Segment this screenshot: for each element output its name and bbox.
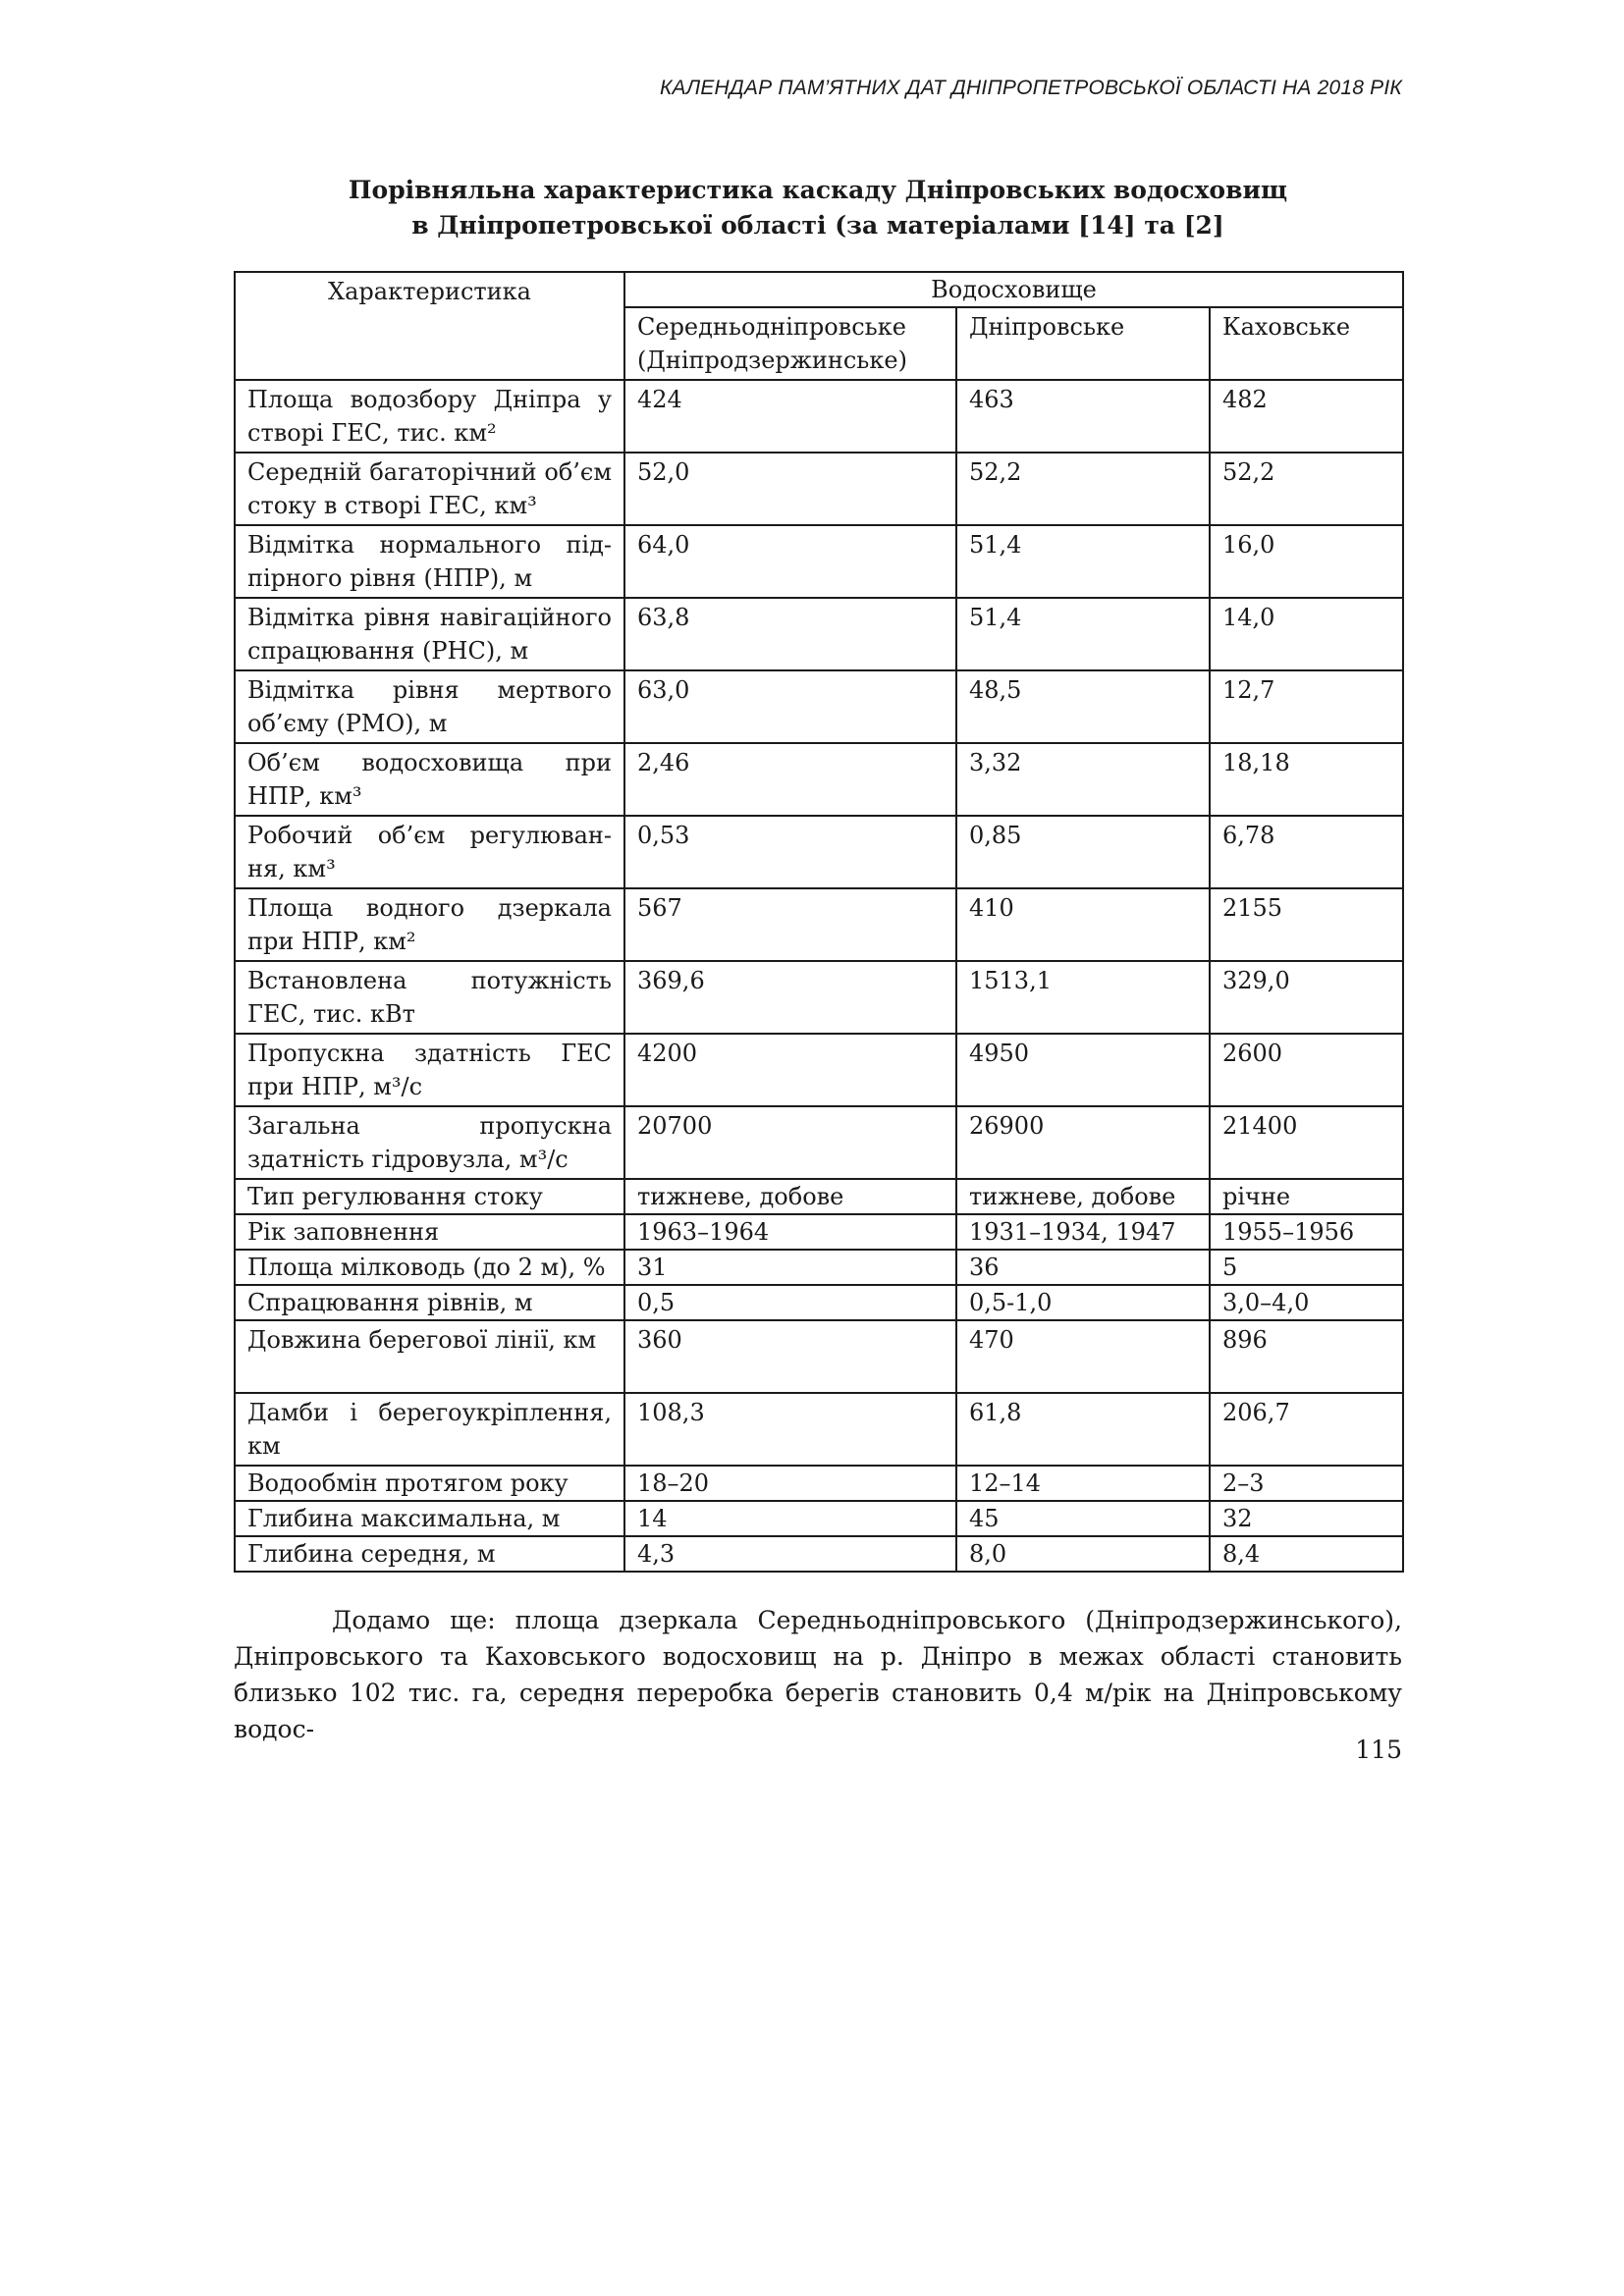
- row-value-cell: 470: [956, 1320, 1210, 1393]
- row-value-cell: 0,5-1,0: [956, 1285, 1210, 1320]
- row-value-cell: 4200: [624, 1034, 956, 1106]
- table-row: [235, 1106, 1403, 1179]
- row-value-cell: 206,7: [1210, 1393, 1403, 1466]
- table-row: [235, 961, 1403, 1034]
- row-value-cell: 48,5: [956, 670, 1210, 743]
- row-value-cell: 45: [956, 1501, 1210, 1536]
- row-value-cell: 0,53: [624, 816, 956, 888]
- table-row: [235, 1034, 1403, 1106]
- row-characteristic-cell: Пропускна здатність ГЕС при НПР, м³/с: [235, 1034, 624, 1106]
- row-value-cell: 424: [624, 380, 956, 453]
- reservoir-comparison-table: [234, 271, 1404, 1573]
- row-value-cell: 482: [1210, 380, 1403, 453]
- row-characteristic-cell: Середній багаторічний об’єм стоку в створі ГЕС, км³: [235, 453, 624, 525]
- table-row: [235, 453, 1403, 525]
- header-reservoir-group: Водосховище: [624, 272, 1403, 307]
- table-title-line-2: в Дніпропетровської області (за матеріалами [14] та [2]: [411, 211, 1224, 240]
- row-value-cell: 1955–1956: [1210, 1214, 1403, 1250]
- table-row: [235, 1250, 1403, 1285]
- table-row: [235, 380, 1403, 453]
- row-value-cell: 4950: [956, 1034, 1210, 1106]
- row-value-cell: 31: [624, 1250, 956, 1285]
- row-characteristic-cell: Дамби і берегоукріплення, км: [235, 1393, 624, 1466]
- row-characteristic-cell: Рік заповнення: [235, 1214, 624, 1250]
- table-title: [234, 173, 1402, 243]
- row-value-cell: 32: [1210, 1501, 1403, 1536]
- row-value-cell: 64,0: [624, 525, 956, 598]
- row-value-cell: 14,0: [1210, 598, 1403, 670]
- row-value-cell: 18,18: [1210, 743, 1403, 816]
- row-value-cell: 21400: [1210, 1106, 1403, 1179]
- row-characteristic-cell: Глибина максимальна, м: [235, 1501, 624, 1536]
- table-body: [235, 380, 1403, 1572]
- row-value-cell: 369,6: [624, 961, 956, 1034]
- row-characteristic-cell: Відмітка нормального під-пірного рівня (НПР), м: [235, 525, 624, 598]
- row-value-cell: 14: [624, 1501, 956, 1536]
- table-row: [235, 1536, 1403, 1572]
- row-value-cell: 6,78: [1210, 816, 1403, 888]
- row-characteristic-cell: Довжина берегової лінії, км: [235, 1320, 624, 1393]
- row-characteristic-cell: Площа водного дзеркала при НПР, км²: [235, 888, 624, 961]
- row-value-cell: 8,0: [956, 1536, 1210, 1572]
- row-characteristic-cell: Об’єм водосховища при НПР, км³: [235, 743, 624, 816]
- row-value-cell: 16,0: [1210, 525, 1403, 598]
- running-header: КАЛЕНДАР ПАМ’ЯТНИХ ДАТ ДНІПРОПЕТРОВСЬКОЇ ОБЛАСТІ НА 2018 РІК: [659, 77, 1402, 99]
- header-column-dniprovske: Дніпровське: [956, 307, 1210, 380]
- table-title-line-1: Порівняльна характеристика каскаду Дніпровських водосховищ: [348, 176, 1288, 204]
- row-value-cell: річне: [1210, 1179, 1403, 1214]
- row-value-cell: 567: [624, 888, 956, 961]
- row-value-cell: 26900: [956, 1106, 1210, 1179]
- row-value-cell: 3,0–4,0: [1210, 1285, 1403, 1320]
- row-characteristic-cell: Відмітка рівня навігаційного спрацювання (РНС), м: [235, 598, 624, 670]
- row-value-cell: 12,7: [1210, 670, 1403, 743]
- row-characteristic-cell: Тип регулювання стоку: [235, 1179, 624, 1214]
- table-row: [235, 670, 1403, 743]
- table-row: [235, 1179, 1403, 1214]
- row-value-cell: 63,8: [624, 598, 956, 670]
- table-row: [235, 816, 1403, 888]
- row-value-cell: 63,0: [624, 670, 956, 743]
- table-row: [235, 1214, 1403, 1250]
- row-characteristic-cell: Загальна пропускна здатність гідровузла, м³/с: [235, 1106, 624, 1179]
- row-value-cell: 52,2: [1210, 453, 1403, 525]
- row-value-cell: 51,4: [956, 598, 1210, 670]
- row-value-cell: 1963–1964: [624, 1214, 956, 1250]
- row-value-cell: тижневе, добове: [624, 1179, 956, 1214]
- row-value-cell: 61,8: [956, 1393, 1210, 1466]
- row-value-cell: 2–3: [1210, 1466, 1403, 1501]
- row-characteristic-cell: Площа водозбору Дніпра у створі ГЕС, тис. км²: [235, 380, 624, 453]
- body-paragraph: Додамо ще: площа дзеркала Середньодніпровського (Дніпродзержинського), Дніпровського та Каховського водосховищ на р. Дніпро в межах області становить близько 102 тис. га, середня переробка берегів становить 0,4 м/рік на Дніпровському водос-: [234, 1606, 1402, 1743]
- row-value-cell: 360: [624, 1320, 956, 1393]
- row-value-cell: тижневе, добове: [956, 1179, 1210, 1214]
- row-value-cell: 463: [956, 380, 1210, 453]
- row-value-cell: 3,32: [956, 743, 1210, 816]
- table-row: [235, 598, 1403, 670]
- row-characteristic-cell: Спрацювання рівнів, м: [235, 1285, 624, 1320]
- table-row: [235, 1285, 1403, 1320]
- table-row: [235, 1393, 1403, 1466]
- row-value-cell: 410: [956, 888, 1210, 961]
- row-value-cell: 1931–1934, 1947: [956, 1214, 1210, 1250]
- table-row: [235, 743, 1403, 816]
- table-row: [235, 1466, 1403, 1501]
- row-characteristic-cell: Відмітка рівня мертвого об’єму (РМО), м: [235, 670, 624, 743]
- page-number: 115: [1355, 1735, 1402, 1764]
- row-value-cell: 329,0: [1210, 961, 1403, 1034]
- row-value-cell: 5: [1210, 1250, 1403, 1285]
- header-column-serednodniprovske: Середньодніпровське (Дніпродзержинське): [624, 307, 956, 380]
- table-row: [235, 525, 1403, 598]
- row-value-cell: 18–20: [624, 1466, 956, 1501]
- row-value-cell: 52,0: [624, 453, 956, 525]
- row-characteristic-cell: Робочий об’єм регулюван-ня, км³: [235, 816, 624, 888]
- row-characteristic-cell: Водообмін протягом року: [235, 1466, 624, 1501]
- row-value-cell: 2155: [1210, 888, 1403, 961]
- row-value-cell: 51,4: [956, 525, 1210, 598]
- table-row: [235, 888, 1403, 961]
- row-characteristic-cell: Площа мілководь (до 2 м), %: [235, 1250, 624, 1285]
- header-characteristic: Характеристика: [235, 272, 624, 380]
- table-row: [235, 1501, 1403, 1536]
- row-value-cell: 0,85: [956, 816, 1210, 888]
- row-value-cell: 2600: [1210, 1034, 1403, 1106]
- row-value-cell: 1513,1: [956, 961, 1210, 1034]
- header-column-kakhovske: Каховське: [1210, 307, 1403, 380]
- row-value-cell: 896: [1210, 1320, 1403, 1393]
- row-value-cell: 52,2: [956, 453, 1210, 525]
- row-value-cell: 108,3: [624, 1393, 956, 1466]
- row-value-cell: 12–14: [956, 1466, 1210, 1501]
- row-value-cell: 0,5: [624, 1285, 956, 1320]
- row-value-cell: 8,4: [1210, 1536, 1403, 1572]
- row-value-cell: 36: [956, 1250, 1210, 1285]
- table-row: [235, 1320, 1403, 1393]
- row-value-cell: 2,46: [624, 743, 956, 816]
- row-value-cell: 20700: [624, 1106, 956, 1179]
- row-value-cell: 4,3: [624, 1536, 956, 1572]
- row-characteristic-cell: Глибина середня, м: [235, 1536, 624, 1572]
- row-characteristic-cell: Встановлена потужність ГЕС, тис. кВт: [235, 961, 624, 1034]
